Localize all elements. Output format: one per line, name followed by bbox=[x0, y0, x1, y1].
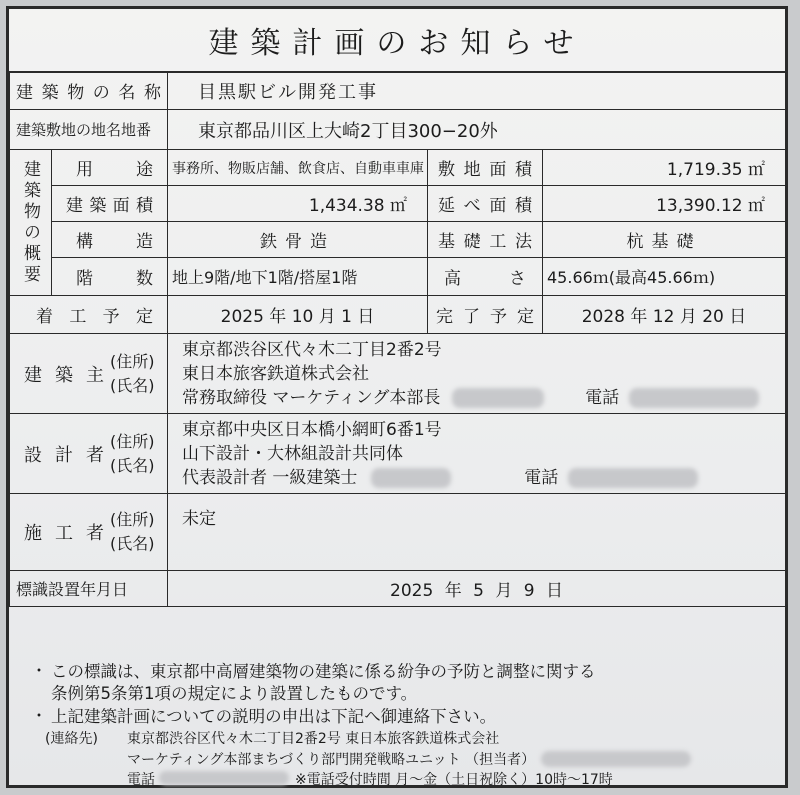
start-label: 着工予定 bbox=[10, 296, 168, 334]
redacted-phone bbox=[568, 468, 698, 488]
redacted-contact-phone bbox=[159, 771, 289, 785]
designer-address-sublabel: (住所) bbox=[110, 431, 155, 451]
designer-address: 東京都中央区日本橋小網町6番1号 bbox=[182, 419, 442, 440]
use-label: 用途 bbox=[52, 150, 168, 186]
floors-value: 地上9階/地下1階/搭屋1階 bbox=[168, 258, 428, 296]
site-address-value: 東京都品川区上大崎2丁目300−20外 bbox=[168, 110, 786, 150]
info-table bbox=[9, 71, 786, 607]
contact-line-1: 東京都渋谷区代々木二丁目2番2号 東日本旅客鉄道株式会社 bbox=[127, 731, 500, 747]
structure-value: 鉄骨造 bbox=[168, 222, 428, 258]
owner-person-line bbox=[182, 386, 779, 410]
owner-person: 常務取締役 マーケティング本部長 bbox=[182, 387, 441, 408]
building-name-label: 建築物の名称 bbox=[10, 72, 168, 110]
owner-address-sublabel: (住所) bbox=[110, 351, 155, 371]
use-value: 事務所、物販店舗、飲食店、自動車車庫 bbox=[168, 150, 428, 186]
note-bullet-2: ・ bbox=[31, 706, 48, 725]
designer-label-cell bbox=[10, 414, 168, 494]
owner-address: 東京都渋谷区代々木二丁目2番2号 bbox=[182, 339, 442, 360]
owner-label: 建築主 bbox=[24, 364, 104, 386]
row-owner bbox=[10, 334, 786, 414]
contractor-label-cell bbox=[10, 494, 168, 571]
row-schedule bbox=[10, 296, 786, 334]
contact-phone-hours: ※電話受付時間 月〜金（土日祝除く）10時〜17時 bbox=[295, 772, 613, 788]
redacted-phone bbox=[629, 388, 759, 408]
total-floor-area-value: 13,390.12 ㎡ bbox=[543, 186, 786, 222]
total-floor-area-label: 延べ面積 bbox=[428, 186, 543, 222]
height-value: 45.66ｍ(最高45.66ｍ) bbox=[543, 258, 786, 296]
designer-person: 代表設計者 一級建築士 bbox=[182, 467, 358, 488]
row-use bbox=[10, 150, 786, 186]
completion-label: 完了予定 bbox=[428, 296, 543, 334]
redacted-contact-person bbox=[541, 751, 691, 767]
designer-label: 設計者 bbox=[24, 444, 104, 466]
contact-label: (連絡先) bbox=[45, 731, 98, 747]
sign-title: 建築計画のお知らせ bbox=[9, 9, 785, 73]
designer-value-cell bbox=[168, 414, 786, 494]
designer-company: 山下設計・大林組設計共同体 bbox=[182, 443, 403, 464]
contact-phone-label: 電話 bbox=[127, 772, 155, 788]
row-posted-date bbox=[10, 571, 786, 607]
completion-value: 2028 年 12 月 20 日 bbox=[543, 296, 786, 334]
designer-person-line bbox=[182, 466, 779, 490]
posted-date-value: 2025 年 5 月 9 日 bbox=[168, 571, 786, 607]
notice-sign bbox=[6, 6, 788, 788]
row-contractor bbox=[10, 494, 786, 571]
height-label: 高さ bbox=[428, 258, 543, 296]
foundation-value: 杭基礎 bbox=[543, 222, 786, 258]
note-line-1: この標識は、東京都中高層建築物の建築に係る紛争の予防と調整に関する bbox=[51, 662, 596, 681]
site-address-label: 建築敷地の地名地番 bbox=[10, 110, 168, 150]
owner-phone-label: 電話 bbox=[585, 387, 620, 408]
notes-section bbox=[9, 650, 785, 788]
owner-name-sublabel: (氏名) bbox=[110, 375, 155, 395]
row-designer bbox=[10, 414, 786, 494]
row-area bbox=[10, 186, 786, 222]
foundation-label: 基礎工法 bbox=[428, 222, 543, 258]
building-area-label: 建築面積 bbox=[52, 186, 168, 222]
redacted-name bbox=[452, 388, 544, 408]
note-line-3: 上記建築計画についての説明の申出は下記へ御連絡下さい。 bbox=[51, 707, 497, 726]
contact-line-2: マーケティング本部まちづくり部門開発戦略ユニット （担当者） bbox=[127, 752, 536, 768]
site-area-value: 1,719.35 ㎡ bbox=[543, 150, 786, 186]
owner-company: 東日本旅客鉄道株式会社 bbox=[182, 363, 369, 384]
floors-label: 階数 bbox=[52, 258, 168, 296]
building-name-value: 目黒駅ビル開発工事 bbox=[168, 72, 786, 110]
site-area-label: 敷地面積 bbox=[428, 150, 543, 186]
start-value: 2025 年 10 月 1 日 bbox=[168, 296, 428, 334]
row-floors bbox=[10, 258, 786, 296]
note-line-2: 条例第5条第1項の規定により設置したものです。 bbox=[51, 684, 418, 703]
contractor-address-sublabel: (住所) bbox=[110, 510, 155, 529]
owner-label-cell bbox=[10, 334, 168, 414]
designer-name-sublabel: (氏名) bbox=[110, 455, 155, 475]
contractor-name-sublabel: (氏名) bbox=[110, 534, 155, 553]
posted-date-label: 標識設置年月日 bbox=[10, 571, 168, 607]
designer-phone-label: 電話 bbox=[524, 467, 559, 488]
row-structure bbox=[10, 222, 786, 258]
note-bullet-1: ・ bbox=[31, 661, 48, 680]
row-site-address bbox=[10, 110, 786, 150]
overview-label: 建築物の概要 bbox=[10, 150, 52, 296]
row-building-name bbox=[10, 72, 786, 110]
structure-label: 構造 bbox=[52, 222, 168, 258]
contractor-value: 未定 bbox=[168, 494, 786, 571]
building-area-value: 1,434.38 ㎡ bbox=[168, 186, 428, 222]
contractor-label: 施工者 bbox=[24, 523, 104, 544]
redacted-name bbox=[371, 468, 451, 488]
owner-value-cell bbox=[168, 334, 786, 414]
